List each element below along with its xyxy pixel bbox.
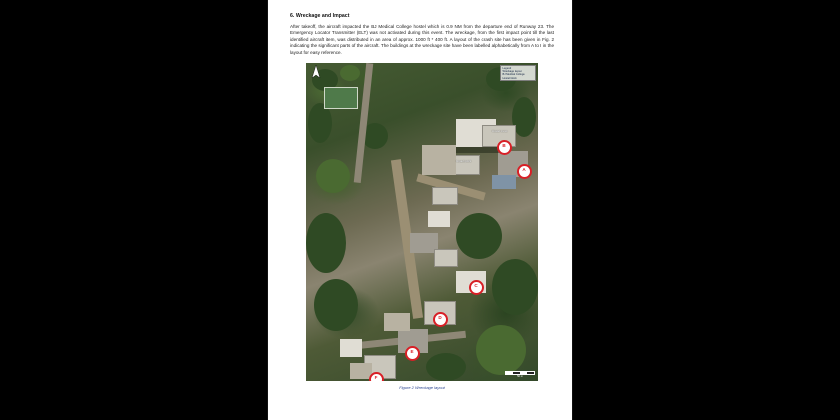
sports-court (324, 87, 358, 109)
tree-cluster (340, 65, 360, 81)
building-roof (492, 175, 516, 189)
tree-cluster (314, 279, 358, 331)
scale-bar-label: 50 m (517, 375, 523, 379)
map-legend (500, 65, 536, 81)
building-block (340, 339, 362, 357)
figure-caption: Figure 2 Wreckage layout (399, 385, 445, 391)
wreckage-marker-d[interactable]: D (433, 312, 448, 327)
building-shadow (456, 147, 500, 153)
wreckage-marker-f[interactable]: F (369, 372, 384, 382)
section-number: 6. (290, 13, 295, 19)
site-label: Impact point (456, 159, 472, 164)
section-heading-text: Wreckage and Impact (295, 13, 350, 19)
map-scale-bar (505, 371, 535, 379)
tree-cluster (316, 159, 350, 193)
debris-field (422, 145, 456, 175)
page-content (268, 0, 572, 420)
wreckage-marker-a[interactable]: A (517, 164, 532, 179)
legend-line-2: BJ Medical College (502, 73, 525, 77)
legend-line-1: Wreckage layout (502, 70, 522, 74)
scale-bar-graphic (505, 371, 535, 375)
figure-2 (306, 63, 538, 391)
wreckage-marker-c[interactable]: C (469, 280, 484, 295)
tree-cluster (308, 103, 332, 143)
tree-cluster (492, 259, 538, 315)
wreckage-marker-e[interactable]: E (405, 346, 420, 361)
body-paragraph: After takeoff, the aircraft impacted the BJ Medical College hostel which is 0.9 NM from the departure end of Runway 23. The Emergency Locator Transmitter (ELT) was not activated during this event. The wreckage, from the first impact point till the last identified aircraft item, was distributed in an area of approx. 1000 ft * 400 ft. A layout of the crash site has been given in Fig. 2 indicating the significant parts of the aircraft. The buildings at the wreckage site have been labelled alphabetically from A to I in the layout for easy reference. (290, 24, 554, 55)
aerial-photo (306, 63, 538, 381)
tree-cluster (306, 213, 346, 273)
tree-cluster (426, 353, 466, 381)
north-arrow-icon (310, 65, 324, 83)
site-label: Hostel mess (492, 129, 508, 134)
tree-cluster (456, 213, 502, 259)
page-title (290, 13, 554, 20)
debris-field (384, 313, 410, 331)
legend-title: Legend (502, 67, 512, 71)
legend-line-3: Hostel block (502, 76, 517, 80)
building-block (434, 249, 458, 267)
building-block (432, 187, 458, 205)
building-block (428, 211, 450, 227)
wreckage-marker-b[interactable]: B (497, 140, 512, 155)
tree-cluster (476, 325, 526, 375)
document-page (268, 0, 572, 420)
